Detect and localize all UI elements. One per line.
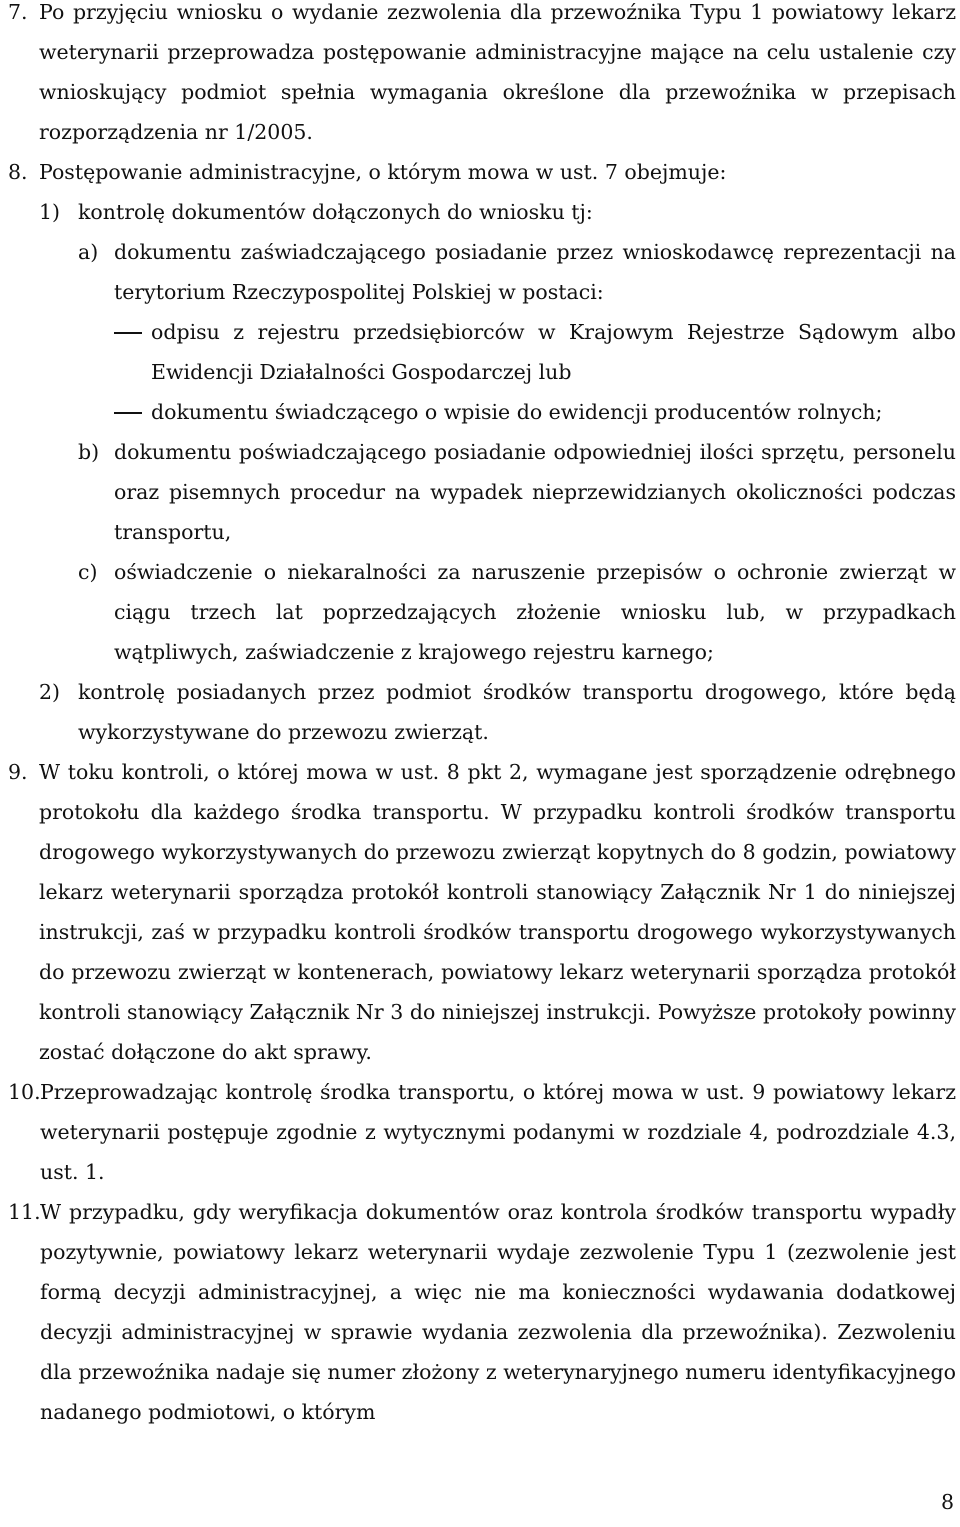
paragraph-number: 7. xyxy=(8,0,28,24)
paragraph-10 xyxy=(8,1072,956,1192)
point-text: kontrolę dokumentów dołączonych do wniosku tj: xyxy=(78,200,593,224)
paragraph-7 xyxy=(8,0,956,152)
letter-label: a) xyxy=(78,240,99,264)
letter-label: b) xyxy=(78,440,100,464)
paragraph-number: 11. xyxy=(8,1200,41,1224)
dash-item-1 xyxy=(8,312,956,392)
page-number: 8 xyxy=(940,1490,954,1514)
paragraph-text: Przeprowadzając kontrolę środka transportu, o której mowa w ust. 9 powiatowy lekarz weterynarii postępuje zgodnie z wytycznymi podanymi w rozdziale 4, podrozdziale 4.3, ust. 1. xyxy=(40,1080,956,1184)
point-text: kontrolę posiadanych przez podmiot środków transportu drogowego, które będą wykorzystywane do przewozu zwierząt. xyxy=(78,680,956,744)
point-number: 1) xyxy=(39,200,61,224)
letter-text: dokumentu poświadczającego posiadanie odpowiedniej ilości sprzętu, personelu oraz pisemnych procedur na wypadek nieprzewidzianych okoliczności podczas transportu, xyxy=(114,440,956,544)
paragraph-text: W toku kontroli, o której mowa w ust. 8 pkt 2, wymagane jest sporządzenie odrębnego protokołu dla każdego środka transportu. W przypadku kontroli środków transportu drogowego wykorzystywanych do przewozu zwierząt kopytnych do 8 godzin, powiatowy lekarz weterynarii sporządza protokół kontroli stanowiący Załącznik Nr 1 do niniejszej instrukcji, zaś w przypadku kontroli środków transportu drogowego wykorzystywanych do przewozu zwierząt w kontenerach, powiatowy lekarz weterynarii sporządza protokół kontroli stanowiący Załącznik Nr 3 do niniejszej instrukcji. Powyższe protokoły powinny zostać dołączone do akt sprawy. xyxy=(39,760,956,1064)
letter-text: dokumentu zaświadczającego posiadanie przez wnioskodawcę reprezentacji na terytorium Rzeczypospolitej Polskiej w postaci: xyxy=(114,240,956,304)
paragraph-text: Po przyjęciu wniosku o wydanie zezwolenia dla przewoźnika Typu 1 powiatowy lekarz weterynarii przeprowadza postępowanie administracyjne mające na celu ustalenie czy wnioskujący podmiot spełnia wymagania określone dla przewoźnika w przepisach rozporządzenia nr 1/2005. xyxy=(39,0,956,144)
letter-a xyxy=(8,232,956,312)
dash-item-2 xyxy=(8,392,956,432)
dash-bullet xyxy=(114,412,142,414)
point-1 xyxy=(8,192,956,232)
letter-text: oświadczenie o niekaralności za naruszenie przepisów o ochronie zwierząt w ciągu trzech lat poprzedzających złożenie wniosku lub, w przypadkach wątpliwych, zaświadczenie z krajowego rejestru karnego; xyxy=(114,560,956,664)
letter-b xyxy=(8,432,956,552)
letter-c xyxy=(8,552,956,672)
dash-text: odpisu z rejestru przedsiębiorców w Krajowym Rejestrze Sądowym albo Ewidencji Działalności Gospodarczej lub xyxy=(151,320,956,384)
paragraph-9 xyxy=(8,752,956,1072)
dash-text: dokumentu świadczącego o wpisie do ewidencji producentów rolnych; xyxy=(151,400,883,424)
letter-label: c) xyxy=(78,560,98,584)
dash-bullet xyxy=(114,332,142,334)
point-number: 2) xyxy=(39,680,61,704)
paragraph-8 xyxy=(8,152,956,192)
paragraph-number: 9. xyxy=(8,760,28,784)
paragraph-number: 10. xyxy=(8,1080,41,1104)
paragraph-number: 8. xyxy=(8,160,28,184)
paragraph-text: Postępowanie administracyjne, o którym mowa w ust. 7 obejmuje: xyxy=(39,160,727,184)
document-page xyxy=(8,0,956,1432)
paragraph-text: W przypadku, gdy weryfikacja dokumentów oraz kontrola środków transportu wypadły pozytywnie, powiatowy lekarz weterynarii wydaje zezwolenie Typu 1 (zezwolenie jest formą decyzji administracyjnej, a więc nie ma konieczności wydawania dodatkowej decyzji administracyjnej w sprawie wydania zezwolenia dla przewoźnika). Zezwoleniu dla przewoźnika nadaje się numer złożony z weterynaryjnego numeru identyfikacyjnego nadanego podmiotowi, o którym xyxy=(40,1200,956,1424)
point-2 xyxy=(8,672,956,752)
paragraph-11 xyxy=(8,1192,956,1432)
